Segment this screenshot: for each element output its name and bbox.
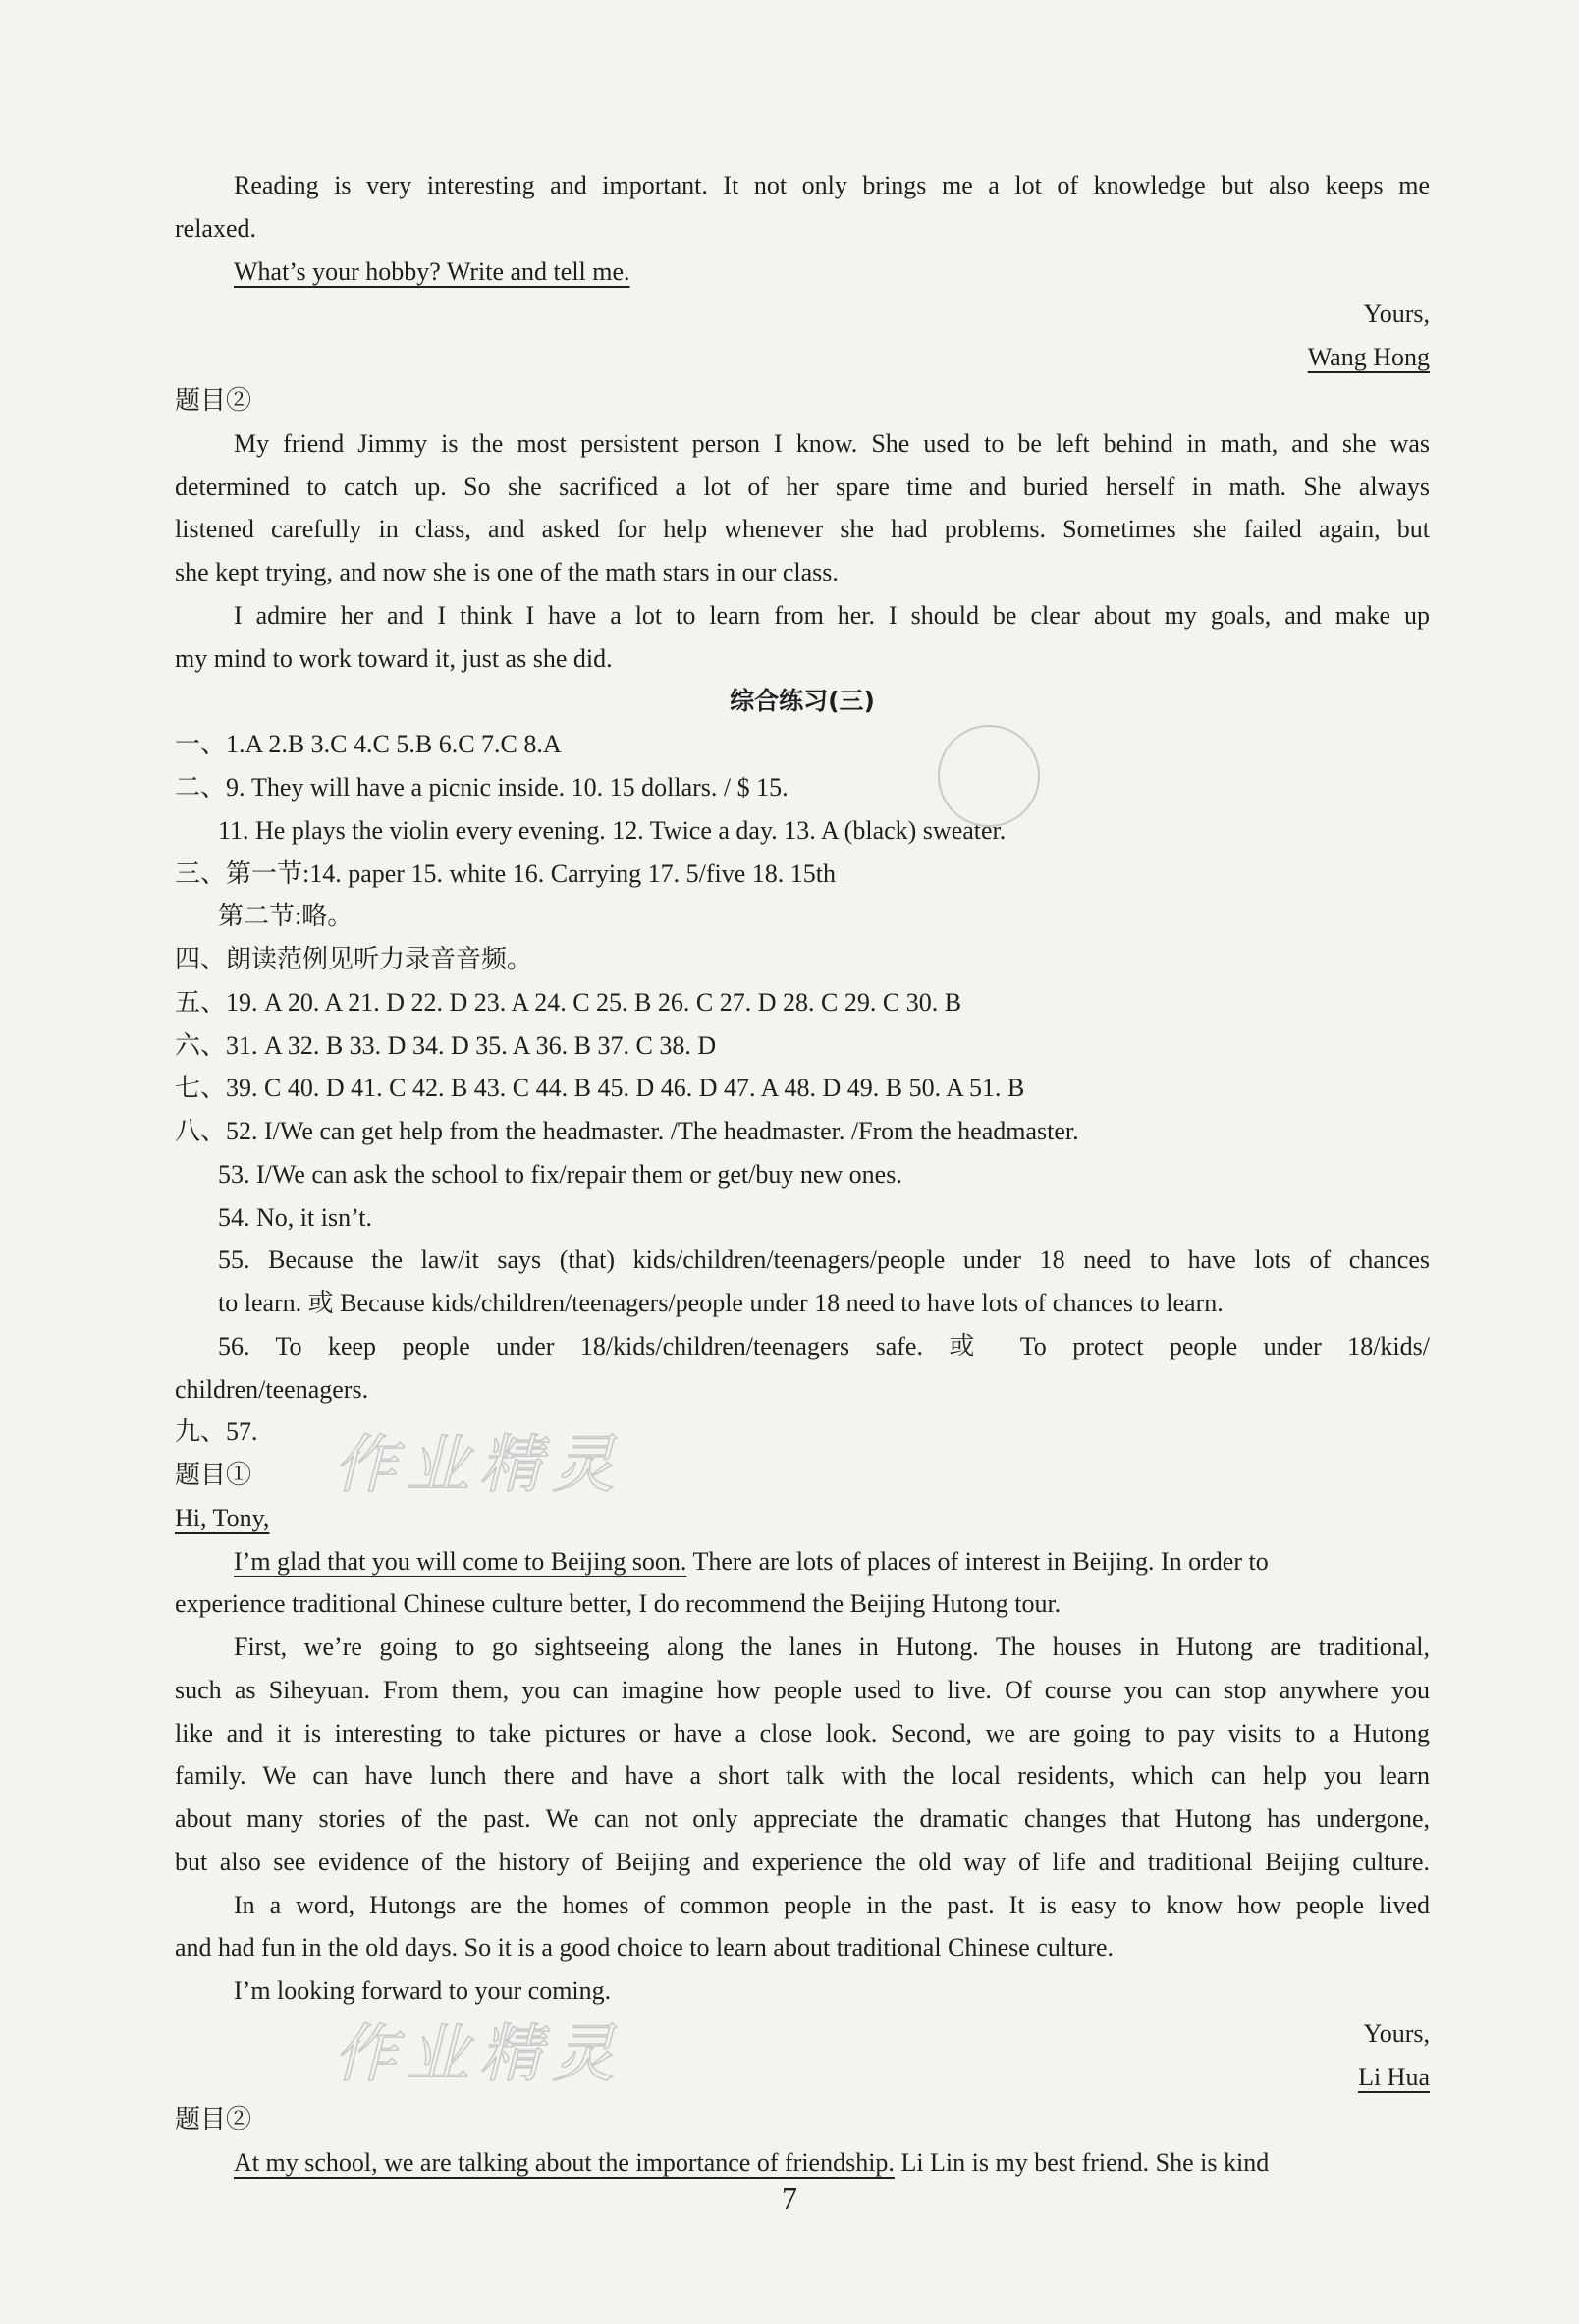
letter-greeting: Hi, Tony,: [175, 1504, 270, 1532]
paragraph-line: My friend Jimmy is the most persistent person I know. She used to be left behind in math, and she was: [234, 429, 1430, 458]
answer-line: 六、31. A 32. B 33. D 34. D 35. A 36. B 37. C 38. D: [175, 1031, 717, 1060]
paragraph-line: First, we’re going to go sightseeing along the lanes in Hutong. The houses in Hutong are traditional,: [234, 1632, 1430, 1661]
answer-line: 三、第一节:14. paper 15. white 16. Carrying 17. 5/five 18. 15th: [175, 859, 837, 888]
paragraph-line: experience traditional Chinese culture better, I do recommend the Beijing Hutong tour.: [175, 1589, 1062, 1618]
answer-line: 54. No, it isn’t.: [218, 1203, 372, 1232]
paragraph-line: my mind to work toward it, just as she did.: [175, 644, 613, 673]
topic-heading: 题目①: [175, 1461, 252, 1489]
section-title: 综合练习(三): [730, 687, 875, 715]
watermark-text: 作业精灵: [334, 2019, 625, 2091]
paragraph-line: about many stories of the past. We can not only appreciate the dramatic changes that Hutong has undergone,: [175, 1804, 1430, 1833]
answer-line: 11. He plays the violin every evening. 12. Twice a day. 13. A (black) sweater.: [218, 816, 1007, 845]
paragraph-line: she kept trying, and now she is one of the math stars in our class.: [175, 558, 839, 586]
answer-line: 七、39. C 40. D 41. C 42. B 43. C 44. B 45. D 46. D 47. A 48. D 49. B 50. A 51. B: [175, 1074, 1025, 1102]
paragraph-line: I’m glad that you will come to Beijing soon. There are lots of places of interest in Beijing. In order to: [234, 1547, 1269, 1576]
answer-line: 55. Because the law/it says (that) kids/children/teenagers/people under 18 need to have lots of chances: [218, 1245, 1430, 1274]
answer-line: children/teenagers.: [175, 1375, 369, 1404]
watermark-text: 作业精灵: [334, 1429, 625, 1502]
letter-closing: Yours,: [1363, 300, 1430, 328]
paragraph-line: I admire her and I think I have a lot to learn from her. I should be clear about my goals, and make up: [234, 601, 1430, 630]
paragraph-line: In a word, Hutongs are the homes of common people in the past. It is easy to know how people lived: [234, 1891, 1430, 1919]
letter-closing: Yours,: [1363, 2020, 1430, 2048]
answer-line: 五、19. A 20. A 21. D 22. D 23. A 24. C 25. B 26. C 27. D 28. C 29. C 30. B: [175, 988, 962, 1017]
underlined-sentence: At my school, we are talking about the importance of friendship.: [234, 2148, 895, 2177]
paragraph-line: At my school, we are talking about the importance of friendship. Li Lin is my best friend. She is kind: [234, 2148, 1270, 2177]
topic-heading: 题目②: [175, 386, 252, 415]
paragraph-line: Reading is very interesting and important. It not only brings me a lot of knowledge but also keeps me: [234, 171, 1430, 199]
watermark-stamp: [938, 725, 1040, 827]
letter-signature: Wang Hong: [1307, 343, 1430, 371]
answer-line: 一、1.A 2.B 3.C 4.C 5.B 6.C 7.C 8.A: [175, 730, 562, 758]
underlined-sentence: I’m glad that you will come to Beijing soon.: [234, 1547, 687, 1576]
paragraph-line: determined to catch up. So she sacrificed a lot of her spare time and buried herself in math. She always: [175, 472, 1430, 501]
page-number: 7: [782, 2181, 797, 2216]
answer-line: to learn. 或 Because kids/children/teenagers/people under 18 need to have lots of chances to learn.: [218, 1289, 1224, 1317]
answer-line: 53. I/We can ask the school to fix/repair them or get/buy new ones.: [218, 1160, 902, 1189]
paragraph-line: like and it is interesting to take pictures or have a close look. Second, we are going to pay visits to a Hutong: [175, 1719, 1430, 1747]
letter-signature: Li Hua: [1358, 2063, 1430, 2091]
underlined-line: What’s your hobby? Write and tell me.: [234, 257, 630, 286]
topic-heading: 题目②: [175, 2105, 252, 2133]
paragraph-line: I’m looking forward to your coming.: [234, 1976, 612, 2005]
paragraph-line: but also see evidence of the history of Beijing and experience the old way of life and traditional Beijing culture.: [175, 1848, 1430, 1876]
answer-line: 九、57.: [175, 1417, 258, 1446]
paragraph-line: relaxed.: [175, 214, 257, 243]
answer-line: 56. To keep people under 18/kids/children/teenagers safe. 或 To protect people under 18/kids/: [218, 1332, 1430, 1360]
paragraph-line: family. We can have lunch there and have a short talk with the local residents, which can help you learn: [175, 1761, 1430, 1790]
paragraph-line: such as Siheyuan. From them, you can imagine how people used to live. Of course you can stop anywhere you: [175, 1676, 1430, 1704]
answer-line: 四、朗读范例见听力录音音频。: [175, 945, 533, 973]
paragraph-line: and had fun in the old days. So it is a good choice to learn about traditional Chinese culture.: [175, 1933, 1114, 1962]
answer-line: 八、52. I/We can get help from the headmaster. /The headmaster. /From the headmaster.: [175, 1117, 1079, 1145]
answer-line: 二、9. They will have a picnic inside. 10. 15 dollars. / $ 15.: [175, 773, 789, 802]
answer-line: 第二节:略。: [218, 902, 354, 930]
paragraph-line: listened carefully in class, and asked for help whenever she had problems. Sometimes she failed again, but: [175, 515, 1430, 543]
